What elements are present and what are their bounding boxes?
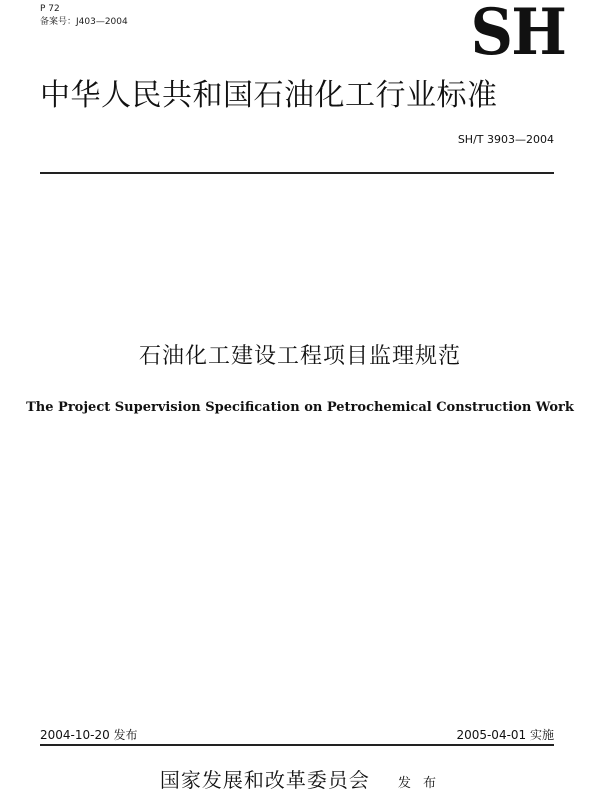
bottom-divider bbox=[40, 744, 554, 746]
issue-date: 2004-10-20 发布 bbox=[40, 728, 138, 742]
issuer-name: 国家发展和改革委员会 bbox=[159, 768, 370, 792]
sh-logo: SH bbox=[470, 0, 565, 70]
standard-number: SH/T 3903—2004 bbox=[457, 133, 554, 146]
document-title-english: The Project Supervision Specification on Petrochemical Construction Work bbox=[26, 400, 574, 415]
standard-category-title: 中华人民共和国石油化工行业标准 bbox=[40, 78, 498, 113]
implementation-date: 2005-04-01 实施 bbox=[456, 728, 554, 742]
issuer-action: 发 布 bbox=[397, 776, 441, 791]
registration-number: 备案号：J403—2004 bbox=[40, 17, 128, 27]
classification-code: P 72 bbox=[40, 4, 60, 14]
top-divider bbox=[40, 172, 554, 174]
issuer-line bbox=[0, 768, 600, 796]
document-title-chinese: 石油化工建设工程项目监理规范 bbox=[138, 344, 461, 369]
